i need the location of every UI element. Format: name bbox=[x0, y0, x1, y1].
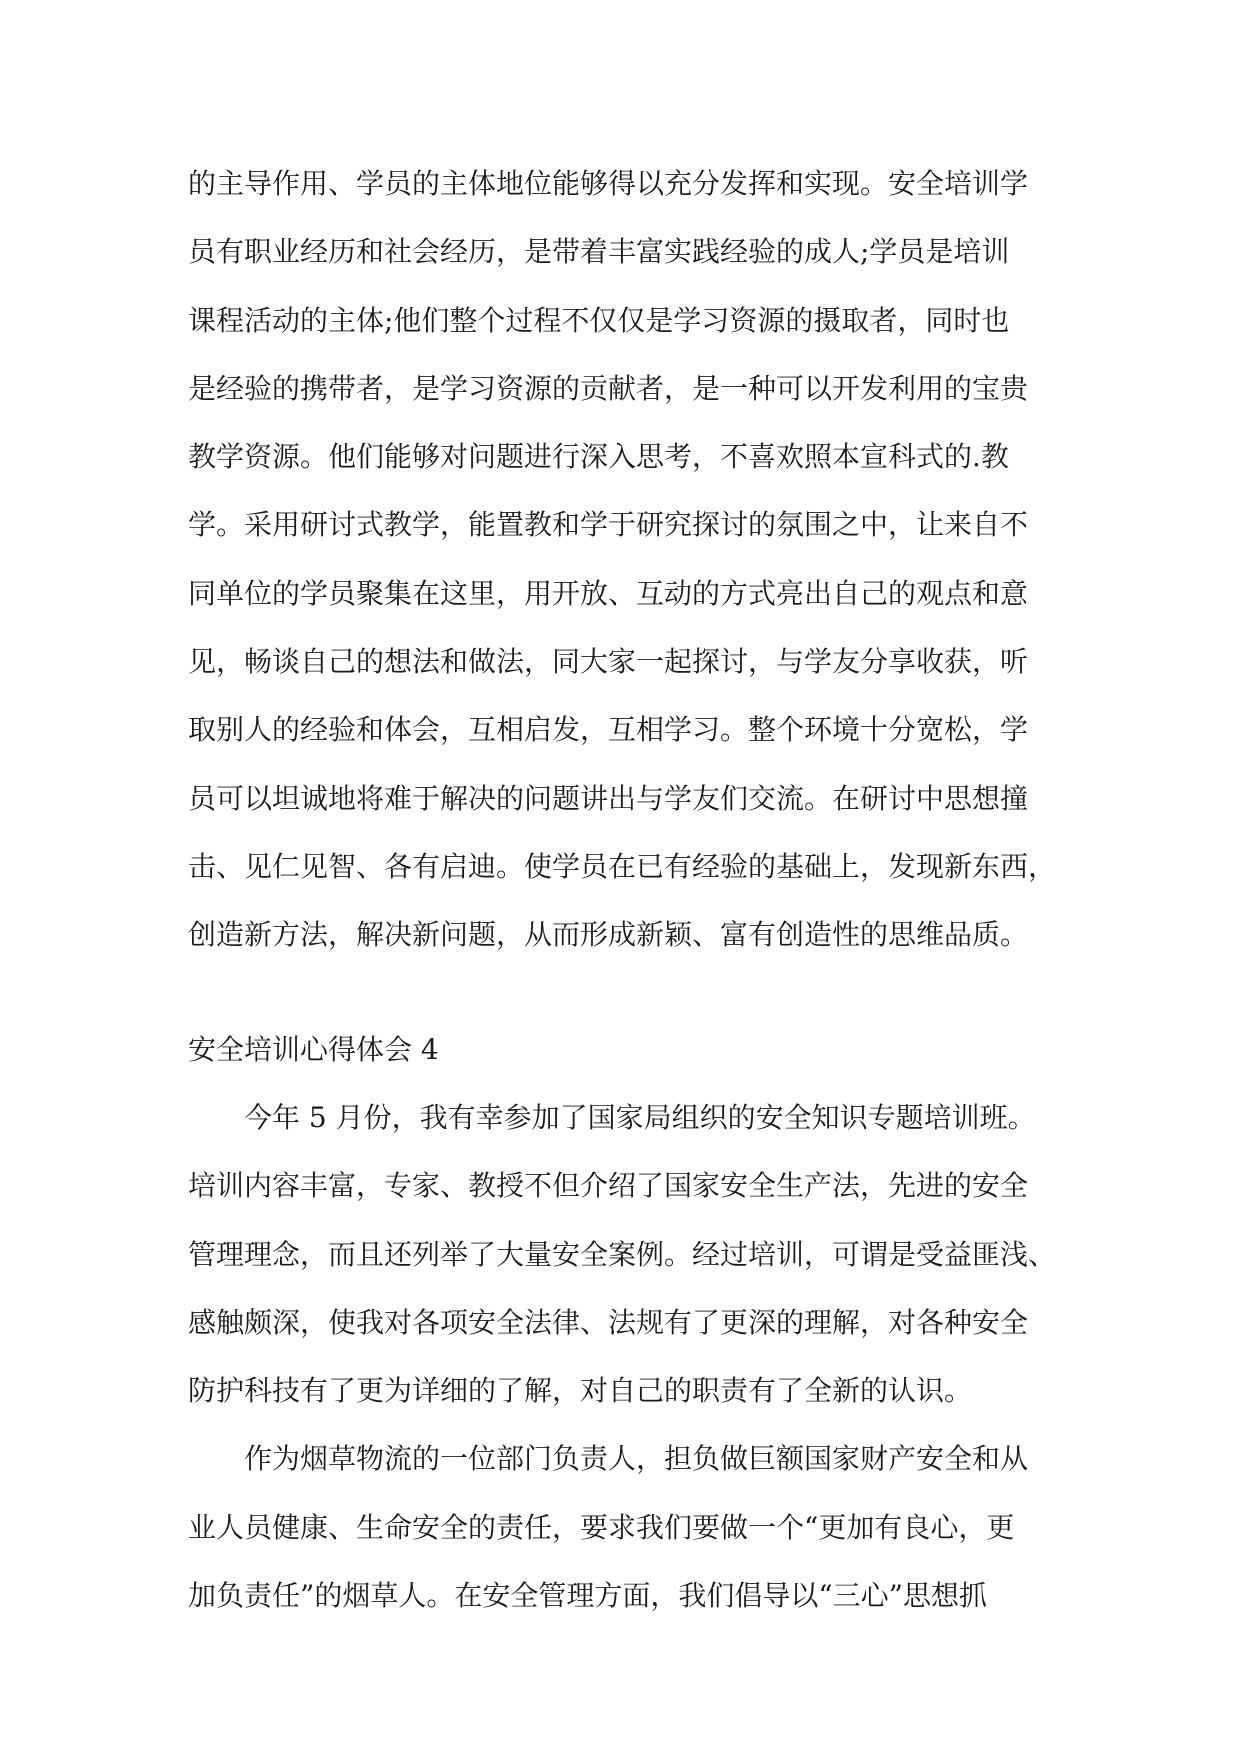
text-line: 是经验的携带者，是学习资源的贡献者，是一种可以开发利用的宝贵 bbox=[188, 371, 1029, 405]
text-line: 培训内容丰富，专家、教授不但介绍了国家安全生产法，先进的安全 bbox=[188, 1169, 1029, 1203]
text-line: 员可以坦诚地将难于解决的问题讲出与学友们交流。在研讨中思想撞 bbox=[188, 781, 1029, 815]
text-line: 管理理念，而且还列举了大量安全案例。经过培训，可谓是受益匪浅、 bbox=[188, 1237, 1057, 1271]
text-line: 业人员健康、生命安全的责任，要求我们要做一个“更加有良心，更 bbox=[188, 1510, 1015, 1544]
text-line: 同单位的学员聚集在这里，用开放、互动的方式亮出自己的观点和意 bbox=[188, 576, 1029, 610]
text-line: 创造新方法，解决新问题，从而形成新颖、富有创造性的思维品质。 bbox=[188, 918, 1029, 952]
text-line: 防护科技有了更为详细的了解，对自己的职责有了全新的认识。 bbox=[188, 1374, 973, 1408]
section-title: 安全培训心得体会 4 bbox=[188, 1033, 439, 1066]
text-line: 取别人的经验和体会，互相启发，互相学习。整个环境十分宽松，学 bbox=[188, 713, 1029, 747]
text-line: 员有职业经历和社会经历，是带着丰富实践经验的成人;学员是培训 bbox=[188, 235, 1010, 269]
paragraph-one bbox=[188, 1084, 1068, 1425]
text-line: 加负责任”的烟草人。在安全管理方面，我们倡导以“三心”思想抓 bbox=[188, 1579, 987, 1613]
paragraph-two bbox=[188, 1425, 1068, 1630]
section-body bbox=[188, 1084, 1068, 1630]
text-line: 教学资源。他们能够对问题进行深入思考，不喜欢照本宣科式的.教 bbox=[188, 440, 1009, 474]
text-line: 今年 5 月份，我有幸参加了国家局组织的安全知识专题培训班。 bbox=[244, 1101, 1036, 1134]
text-line: 感触颇深，使我对各项安全法律、法规有了更深的理解，对各种安全 bbox=[188, 1305, 1029, 1339]
text-line: 课程活动的主体;他们整个过程不仅仅是学习资源的摄取者，同时也 bbox=[188, 303, 1010, 337]
text-line: 作为烟草物流的一位部门负责人，担负做巨额国家财产安全和从 bbox=[244, 1442, 1029, 1476]
text-line: 学。采用研讨式教学，能置教和学于研究探讨的氛围之中，让来自不 bbox=[188, 508, 1029, 542]
text-line: 击、见仁见智、各有启迪。使学员在已有经验的基础上，发现新东西， bbox=[188, 849, 1057, 883]
continuation-paragraph bbox=[188, 150, 1068, 970]
text-line: 见，畅谈自己的想法和做法，同大家一起探讨，与学友分享收获，听 bbox=[188, 645, 1029, 679]
text-line: 的主导作用、学员的主体地位能够得以充分发挥和实现。安全培训学 bbox=[188, 167, 1029, 200]
